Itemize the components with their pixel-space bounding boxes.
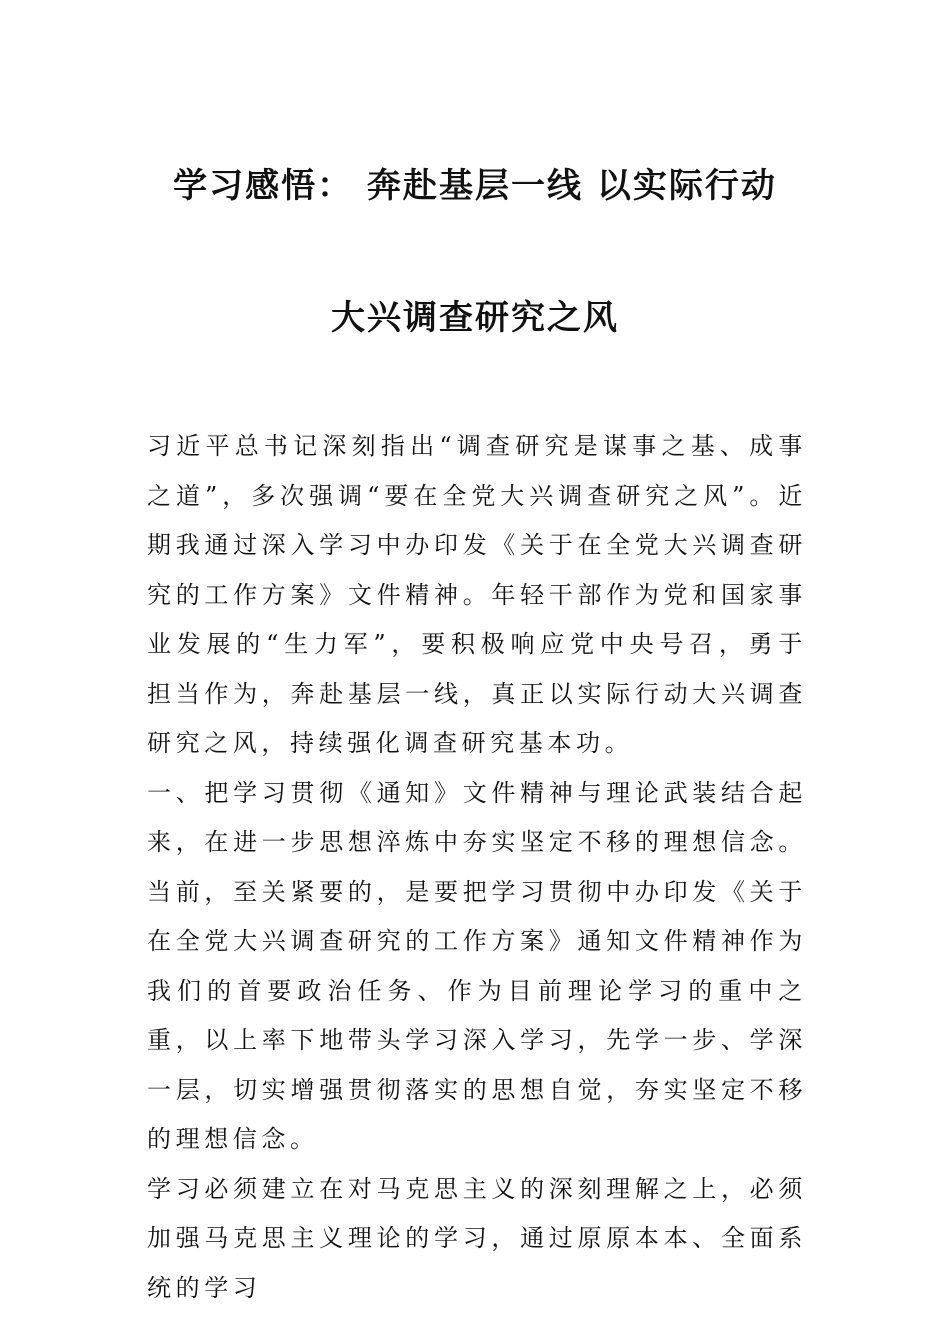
paragraph-section-one: 一、把学习贯彻《通知》文件精神与理论武装结合起来，在进一步思想淬炼中夯实坚定不移的理想信念。当前，至关紧要的，是要把学习贯彻中办印发《关于在全党大兴调查研究的工作方案》通知文件精神作为我们的首要政治任务、作为目前理论学习的重中之重，以上率下地带头学习深入学习，先学一步、学深一层，切实增强贯彻落实的思想自觉，夯实坚定不移的理想信念。 xyxy=(147,778,807,1153)
document-title-line-2: 大兴调查研究之风 xyxy=(331,298,619,338)
document-title-line-1: 学习感悟： 奔赴基层一线 以实际行动 xyxy=(173,166,777,206)
paragraph-intro: 习近平总书记深刻指出“调查研究是谋事之基、成事之道”，多次强调“要在全党大兴调查研究之风”。近期我通过深入学习中办印发《关于在全党大兴调查研究的工作方案》文件精神。年轻干部作为党和国家事业发展的“生力军”，要积极响应党中央号召，勇于担当作为，奔赴基层一线，真正以实际行动大兴调查研究之风，持续强化调查研究基本功。 xyxy=(147,432,807,757)
paragraph-study: 学习必须建立在对马克思主义的深刻理解之上，必须加强马克思主义理论的学习，通过原原本本、全面系统的学习 xyxy=(147,1174,807,1302)
document-body xyxy=(147,422,807,1313)
